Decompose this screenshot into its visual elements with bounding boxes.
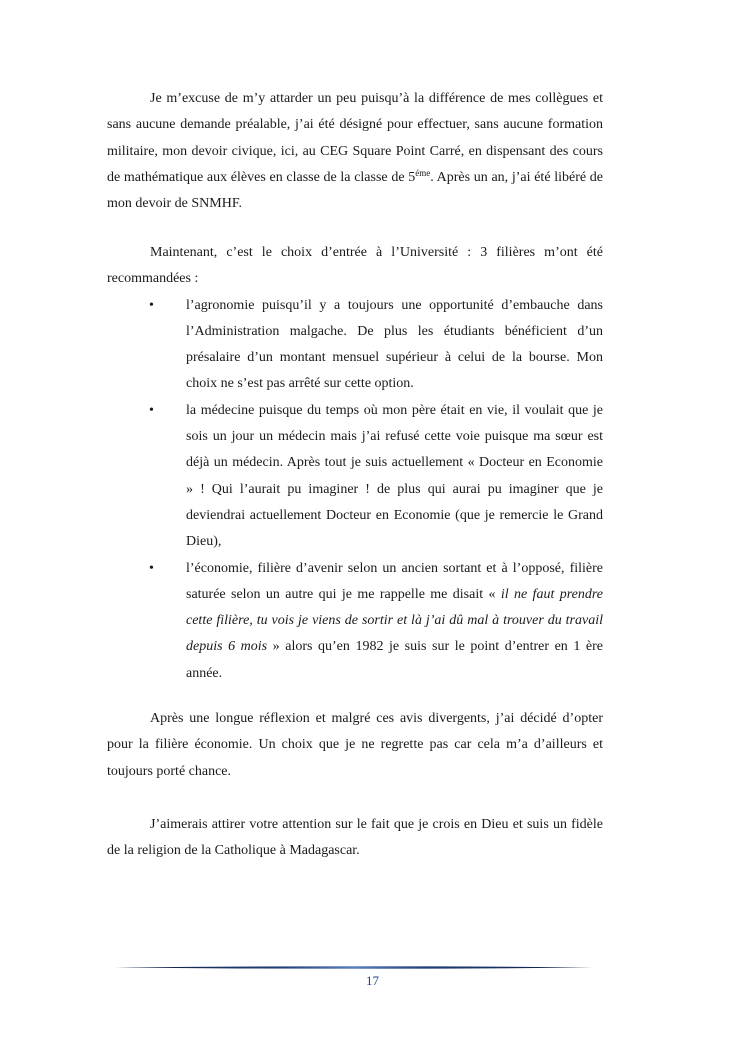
paragraph-decision-text: Après une longue réflexion et malgré ces avis divergents, j’ai décidé d’opter pour la filière économie. Un choix que je ne regrette pas car cela m’a d’ailleurs et toujours porté chance. xyxy=(107,711,603,779)
list-item-agronomie xyxy=(149,293,603,398)
grade-superscript: éme xyxy=(415,167,431,178)
paragraph-faith-text: J’aimerais attirer votre attention sur le fait que je crois en Dieu et suis un fidèle de la religion de la Catholique à Madagascar. xyxy=(107,817,603,859)
paragraph-service xyxy=(107,86,603,217)
paragraph-university-intro: Maintenant, c’est le choix d’entrée à l’Université : 3 filières m’ont été recommandées : xyxy=(107,245,603,287)
list-item-economie xyxy=(149,556,603,687)
paragraph-decision xyxy=(107,706,603,785)
list-item-text-end: » alors qu’en 1982 je suis sur le point d’entrer en 1 ère année. xyxy=(186,639,603,681)
paragraph-service-end: . Après un an, j’ai été libéré de mon devoir de SNMHF. xyxy=(107,169,604,212)
list-item-text-start: l’économie, filière d’avenir selon un ancien sortant et à l’opposé, filière saturée selon un autre qui je me rappelle me disait « xyxy=(186,560,603,602)
bullet-icon: • xyxy=(149,297,154,313)
page-number: 17 xyxy=(366,973,379,988)
option-list xyxy=(107,293,603,687)
quote-italic: il ne faut prendre cette filière, tu vois je viens de sortir et là j’ai dû mal à trouver du travail depuis 6 mois xyxy=(186,586,603,655)
footer-divider xyxy=(115,965,593,970)
list-item-medecine xyxy=(149,398,603,556)
bullet-icon: • xyxy=(149,402,154,418)
paragraph-university-choice xyxy=(107,240,603,687)
paragraph-faith xyxy=(107,812,603,865)
paragraph-service-text: Je m’excuse de m’y attarder un peu puisqu’à la différence de mes collègues et sans aucune demande préalable, j’ai été désigné pour effectuer, sans aucune formation militaire, mon devoir civique, ici, au CEG Square Point Carré, en dispensant des cours de mathématique aux élèves en classe de la classe de 5 xyxy=(107,91,603,185)
list-item-text: la médecine puisque du temps où mon père était en vie, il voulait que je sois un jour un médecin mais j’ai refusé cette voie puisque ma sœur est déjà un médecin. Après tout je suis actuellement « Docteur en Economie » ! Qui l’aurait pu imaginer ! de plus qui aurai pu imaginer que je deviendrai actuellement Docteur en Economie (que je remercie le Grand Dieu), xyxy=(186,402,603,550)
list-item-text: l’agronomie puisqu’il y a toujours une opportunité d’embauche dans l’Administration malgache. De plus les étudiants bénéficient d’un présalaire d’un montant mensuel supérieur à celui de la bourse. Mon choix ne s’est pas arrêté sur cette option. xyxy=(186,297,603,392)
bullet-icon: • xyxy=(149,560,154,576)
